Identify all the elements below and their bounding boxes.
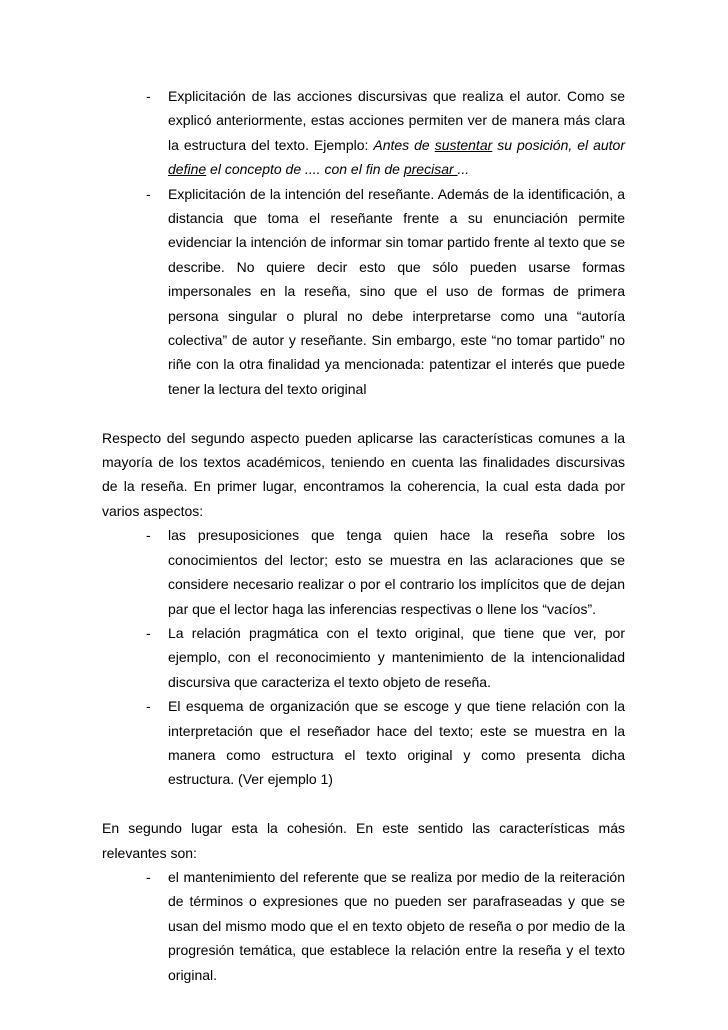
list-bullet: - bbox=[146, 88, 151, 104]
list-bullet: - bbox=[146, 527, 151, 544]
list-item bbox=[102, 523, 625, 621]
list-item-text: Explicitación de las acciones discursivas que realiza el autor. Como se explicó anteriormente, estas acciones permiten ver de manera más clara la estructura del texto. Ejemplo: Antes de sustentar su posición, el autor define el concepto de .... con el fin de precisar ... bbox=[168, 88, 625, 178]
list-item-text: El esquema de organización que se escoge y que tiene relación con la interpretación que el reseñador hace del texto; este se muestra en la manera como estructura el texto original y como presenta dicha estructura. (Ver ejemplo 1) bbox=[168, 698, 625, 788]
list-item bbox=[102, 621, 625, 694]
document-body bbox=[102, 84, 625, 987]
list-bullet: - bbox=[146, 624, 151, 641]
list-item-text: las presuposiciones que tenga quien hace la reseña sobre los conocimientos del lector; esto se muestra en las aclaraciones que se considere necesario realizar o por el contrario los implícitos que de dejan par que el lector haga las inferencias respectivas o llene los “vacíos”. bbox=[168, 527, 625, 617]
paragraph: En segundo lugar esta la cohesión. En este sentido las características más relevantes son: bbox=[102, 820, 625, 861]
list-bullet: - bbox=[146, 185, 151, 202]
paragraph: Respecto del segundo aspecto pueden aplicarse las características comunes a la mayoría de los textos académicos, teniendo en cuenta las finalidades discursivas de la reseña. En primer lugar, encontramos la coherencia, la cual esta dada por varios aspectos: bbox=[102, 429, 625, 519]
list-bullet: - bbox=[146, 868, 151, 885]
list-item bbox=[102, 694, 625, 792]
list-item-text: Explicitación de la intención del reseñante. Además de la identificación, a distancia que toma el reseñante frente a su enunciación permite evidenciar la intención de informar sin tomar partido frente al texto que se describe. No quiere decir esto que sólo pueden usarse formas impersonales en la reseña, sino que el uso de formas de primera persona singular o plural no debe interpretarse como una “autoría colectiva” de autor y reseñante. Sin embargo, este “no tomar partido” no riñe con la otra finalidad ya mencionada: patentizar el interés que puede tener la lectura del texto original bbox=[168, 185, 625, 397]
list-item bbox=[102, 865, 625, 987]
list-item-text: La relación pragmática con el texto original, que tiene que ver, por ejemplo, con el reconocimiento y mantenimiento de la intencionalidad discursiva que caracteriza el texto objeto de reseña. bbox=[168, 624, 625, 690]
list-item bbox=[102, 182, 625, 402]
list-bullet: - bbox=[146, 698, 151, 715]
list-item-text: el mantenimiento del referente que se realiza por medio de la reiteración de términos o expresiones que no pueden ser parafraseadas y que se usan del mismo modo que el en texto objeto de reseña o por medio de la progresión temática, que establece la relación entre la reseña y el texto original. bbox=[168, 868, 625, 983]
list-item bbox=[102, 84, 625, 182]
